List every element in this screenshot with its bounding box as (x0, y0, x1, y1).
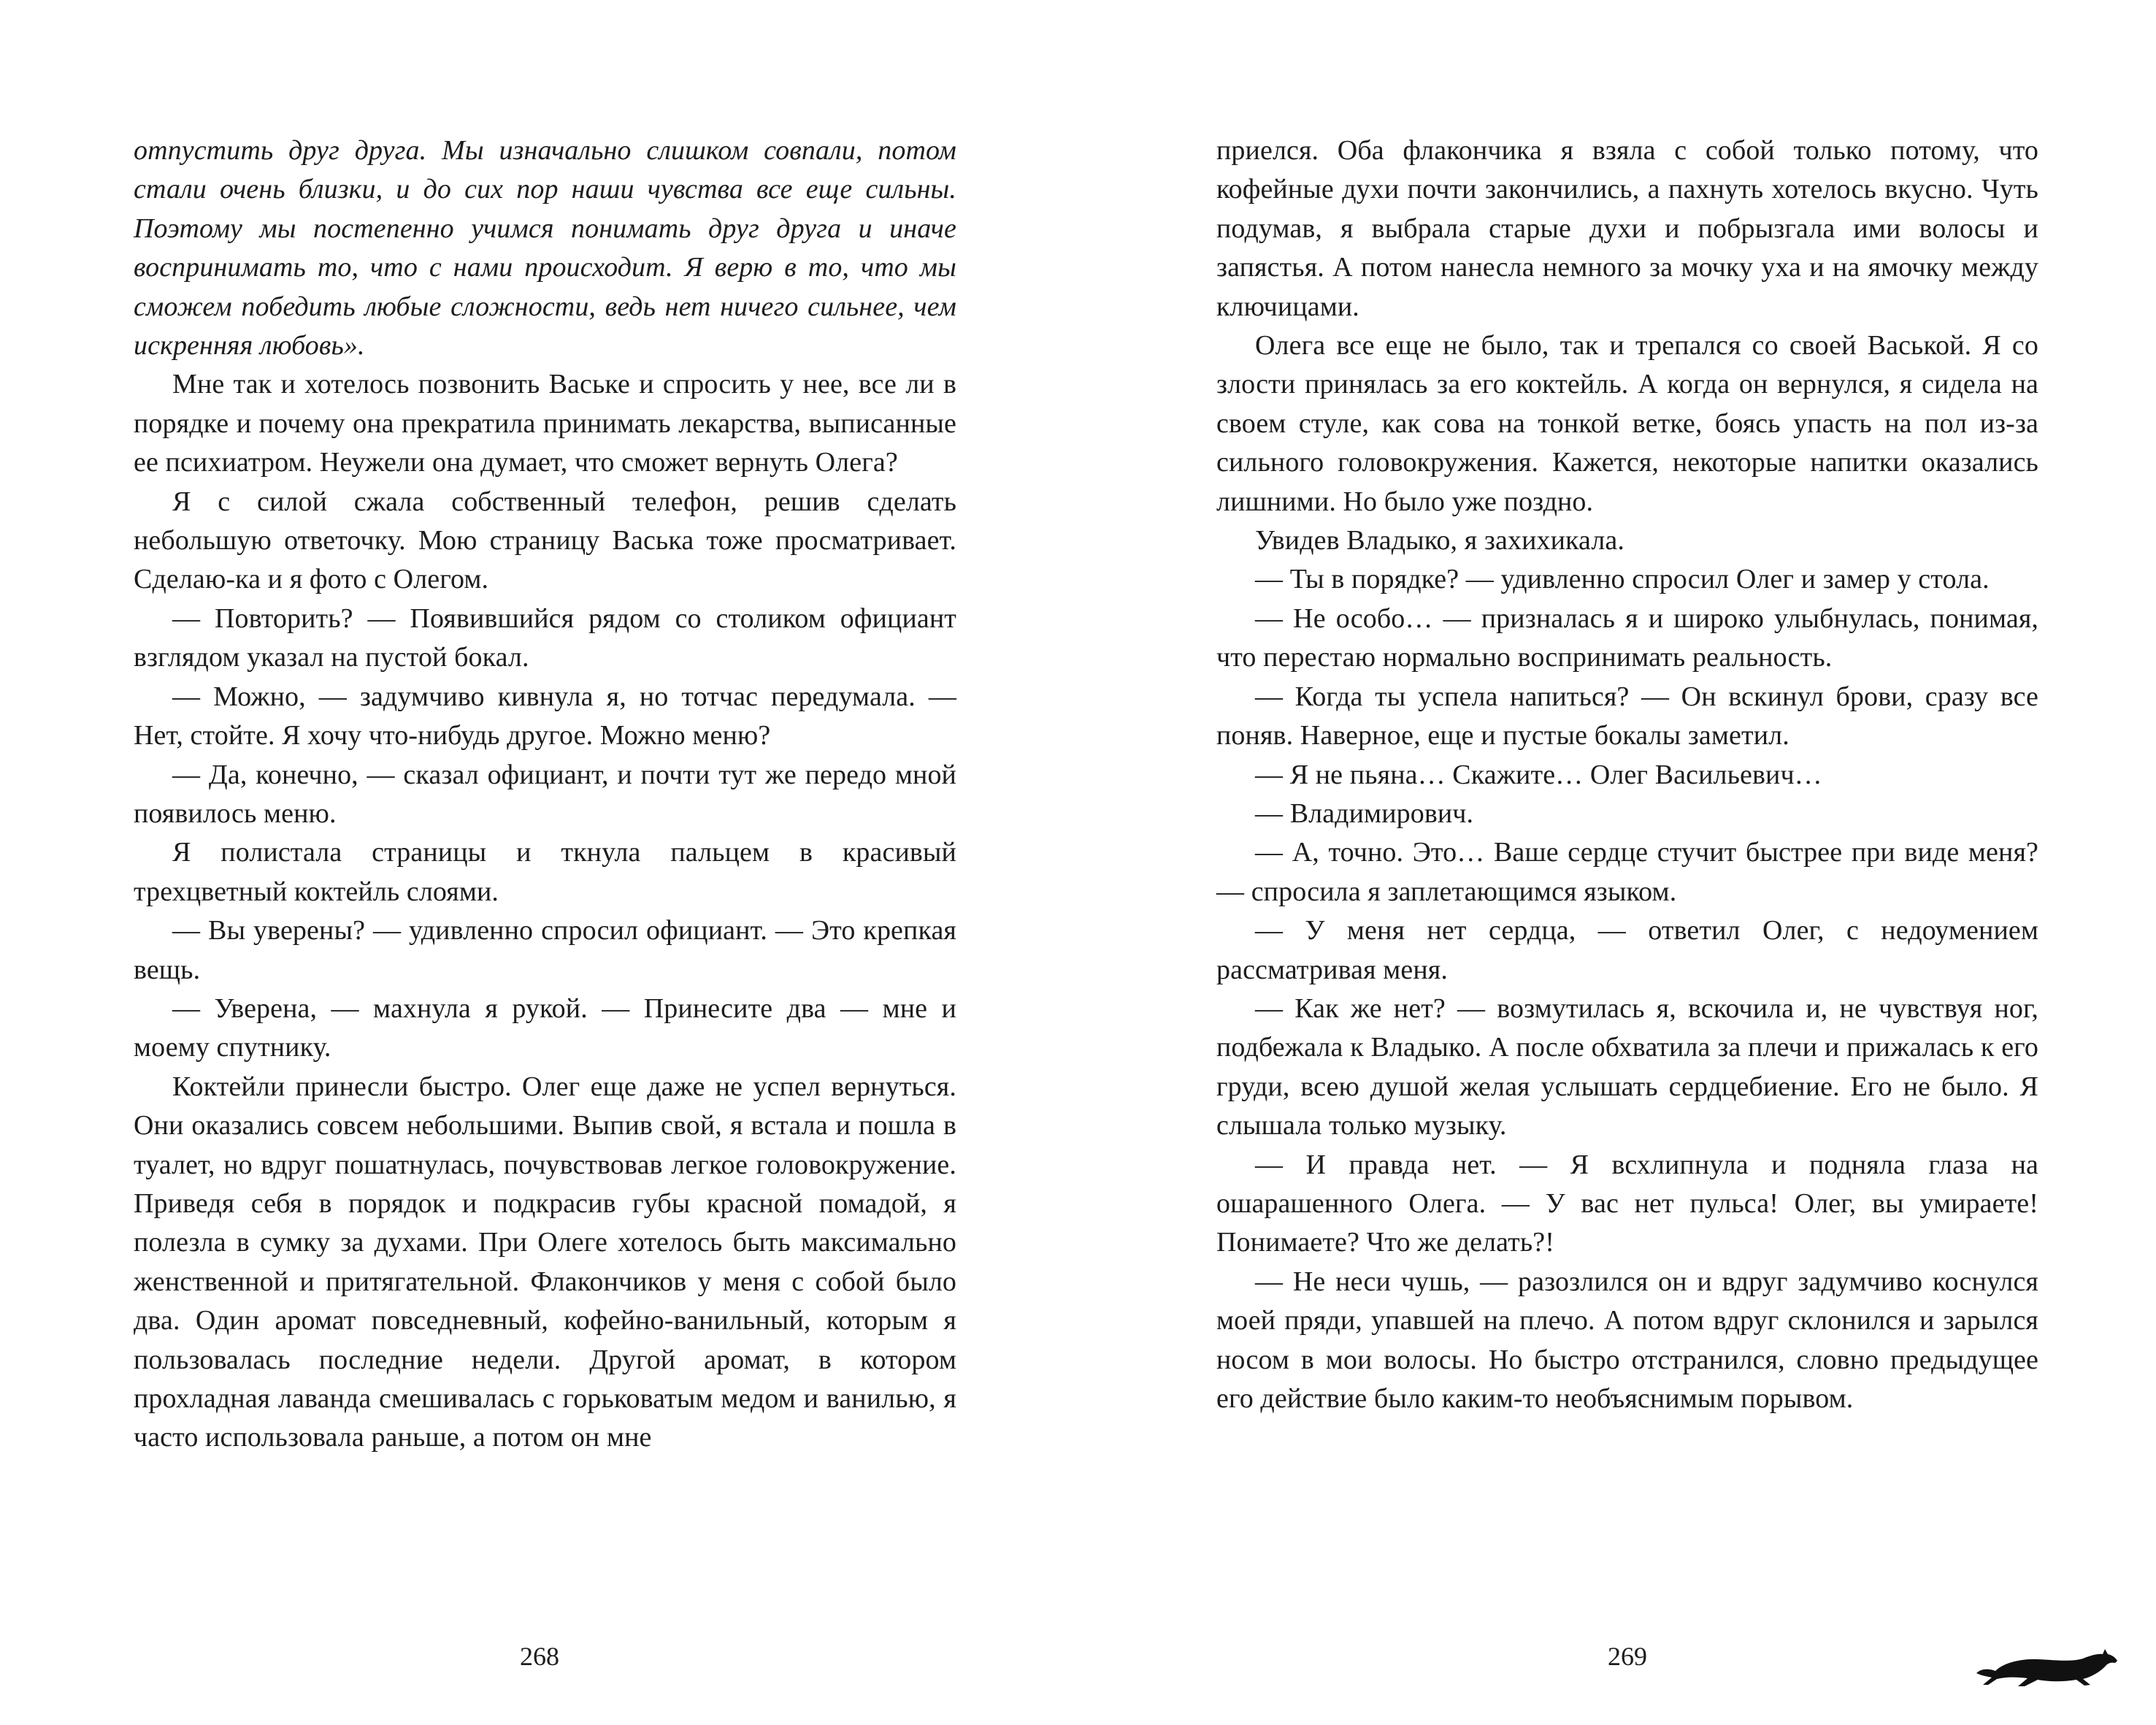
paragraph: Мне так и хотелось позвонить Ваське и спросить у нее, все ли в порядке и почему она прекратила принимать лекарства, выписанные ее психиатром. Неужели она думает, что сможет вернуть Олега? (134, 369, 956, 478)
right-page-text (1216, 131, 2038, 1418)
paragraph: — А, точно. Это… Ваше сердце стучит быстрее при виде меня? — спросила я заплетающимся языком. (1216, 837, 2038, 907)
paragraph: Коктейли принесли быстро. Олег еще даже не успел вернуться. Они оказались совсем небольшими. Выпив свой, я встала и пошла в туалет, но вдруг пошатнулась, почувствовав легкое головокружение. Приведя себя в порядок и подкрасив губы красной помадой, я полезла в сумку за духами. При Олеге хотелось быть максимально женственной и притягательной. Флакончиков у меня с собой было два. Один аромат повседневный, кофейно-ванильный, которым я пользовалась последние недели. Другой аромат, в котором прохладная лаванда смешивалась с горьковатым медом и ванилью, я часто использовала раньше, а потом он мне (134, 1071, 956, 1453)
paragraph: — Не особо… — призналась я и широко улыбнулась, понимая, что перестаю нормально воспринимать реальность. (1216, 603, 2038, 673)
paragraph: — Уверена, — махнула я рукой. — Принесите два — мне и моему спутнику. (134, 992, 956, 1063)
paragraph: — Не неси чушь, — разозлился он и вдруг задумчиво коснулся моей пряди, упавшей на плечо. А потом вдруг склонился и зарылся носом в мои волосы. Но быстро отстранился, словно предыдущее его действие было каким-то необъяснимым порывом. (1216, 1266, 2038, 1414)
paragraph: Увидев Владыко, я захихикала. (1255, 525, 1624, 556)
paragraph: Олега все еще не было, так и трепался со своей Васькой. Я со злости принялась за его коктейль. А когда он вернулся, я сидела на своем стуле, как сова на тонкой ветке, боясь упасть на пол из-за сильного головокружения. Кажется, некоторые напитки оказались лишними. Но было уже поздно. (1216, 330, 2038, 517)
paragraph: Я с силой сжала собственный телефон, решив сделать небольшую ответочку. Мою страницу Васька тоже просматривает. Сделаю-ка и я фото с Олегом. (134, 486, 956, 595)
paragraph: отпустить друг друга. Мы изначально слишком совпали, потом стали очень близки, и до сих пор наши чувства все еще сильны. Поэтому мы постепенно учимся понимать друг друга и иначе воспринимать то, что с нами происходит. Я верю в то, что мы сможем победить любые сложности, ведь нет ничего сильнее, чем искренняя любовь». (134, 135, 956, 362)
panther-icon (1973, 1641, 2119, 1692)
paragraph: — Как же нет? — возмутилась я, вскочила и, не чувствуя ног, подбежала к Владыко. А после обхватила за плечи и прижалась к его груди, всею душой желая услышать сердцебиение. Его не было. Я слышала только музыку. (1216, 992, 2038, 1141)
page-number-left: 268 (520, 1642, 559, 1671)
paragraph: — И правда нет. — Я всхлипнула и подняла глаза на ошарашенного Олега. — У вас нет пульса! Олег, вы умираете! Понимаете? Что же делать?! (1216, 1149, 2038, 1258)
right-page (1078, 0, 2156, 1725)
paragraph: — Вы уверены? — удивленно спросил официант. — Это крепкая вещь. (134, 915, 956, 985)
paragraph: приелся. Оба флакончика я взяла с собой только потому, что кофейные духи почти закончились, а пахнуть хотелось вкусно. Чуть подумав, я выбрала старые духи и побрызгала ими волосы и запястья. А потом нанесла немного за мочку уха и на ямочку между ключицами. (1216, 135, 2038, 322)
paragraph: — Можно, — задумчиво кивнула я, но тотчас передумала. — Нет, стойте. Я хочу что-нибудь другое. Можно меню? (134, 681, 956, 751)
paragraph: — Владимирович. (1255, 798, 1474, 829)
paragraph: — Когда ты успела напиться? — Он вскинул брови, сразу все поняв. Наверное, еще и пустые бокалы заметил. (1216, 681, 2038, 751)
page-number-right: 269 (1608, 1642, 1647, 1671)
left-page-text (134, 131, 956, 1458)
paragraph: Я полистала страницы и ткнула пальцем в красивый трехцветный коктейль слоями. (134, 837, 956, 907)
paragraph: — У меня нет сердца, — ответил Олег, с недоумением рассматривая меня. (1216, 915, 2038, 985)
paragraph: — Я не пьяна… Скажите… Олег Васильевич… (1255, 759, 1822, 790)
paragraph: — Повторить? — Появившийся рядом со столиком официант взглядом указал на пустой бокал. (134, 603, 956, 673)
paragraph: — Да, конечно, — сказал официант, и почти тут же передо мной появилось меню. (134, 759, 956, 829)
paragraph: — Ты в порядке? — удивленно спросил Олег и замер у стола. (1255, 564, 1990, 595)
